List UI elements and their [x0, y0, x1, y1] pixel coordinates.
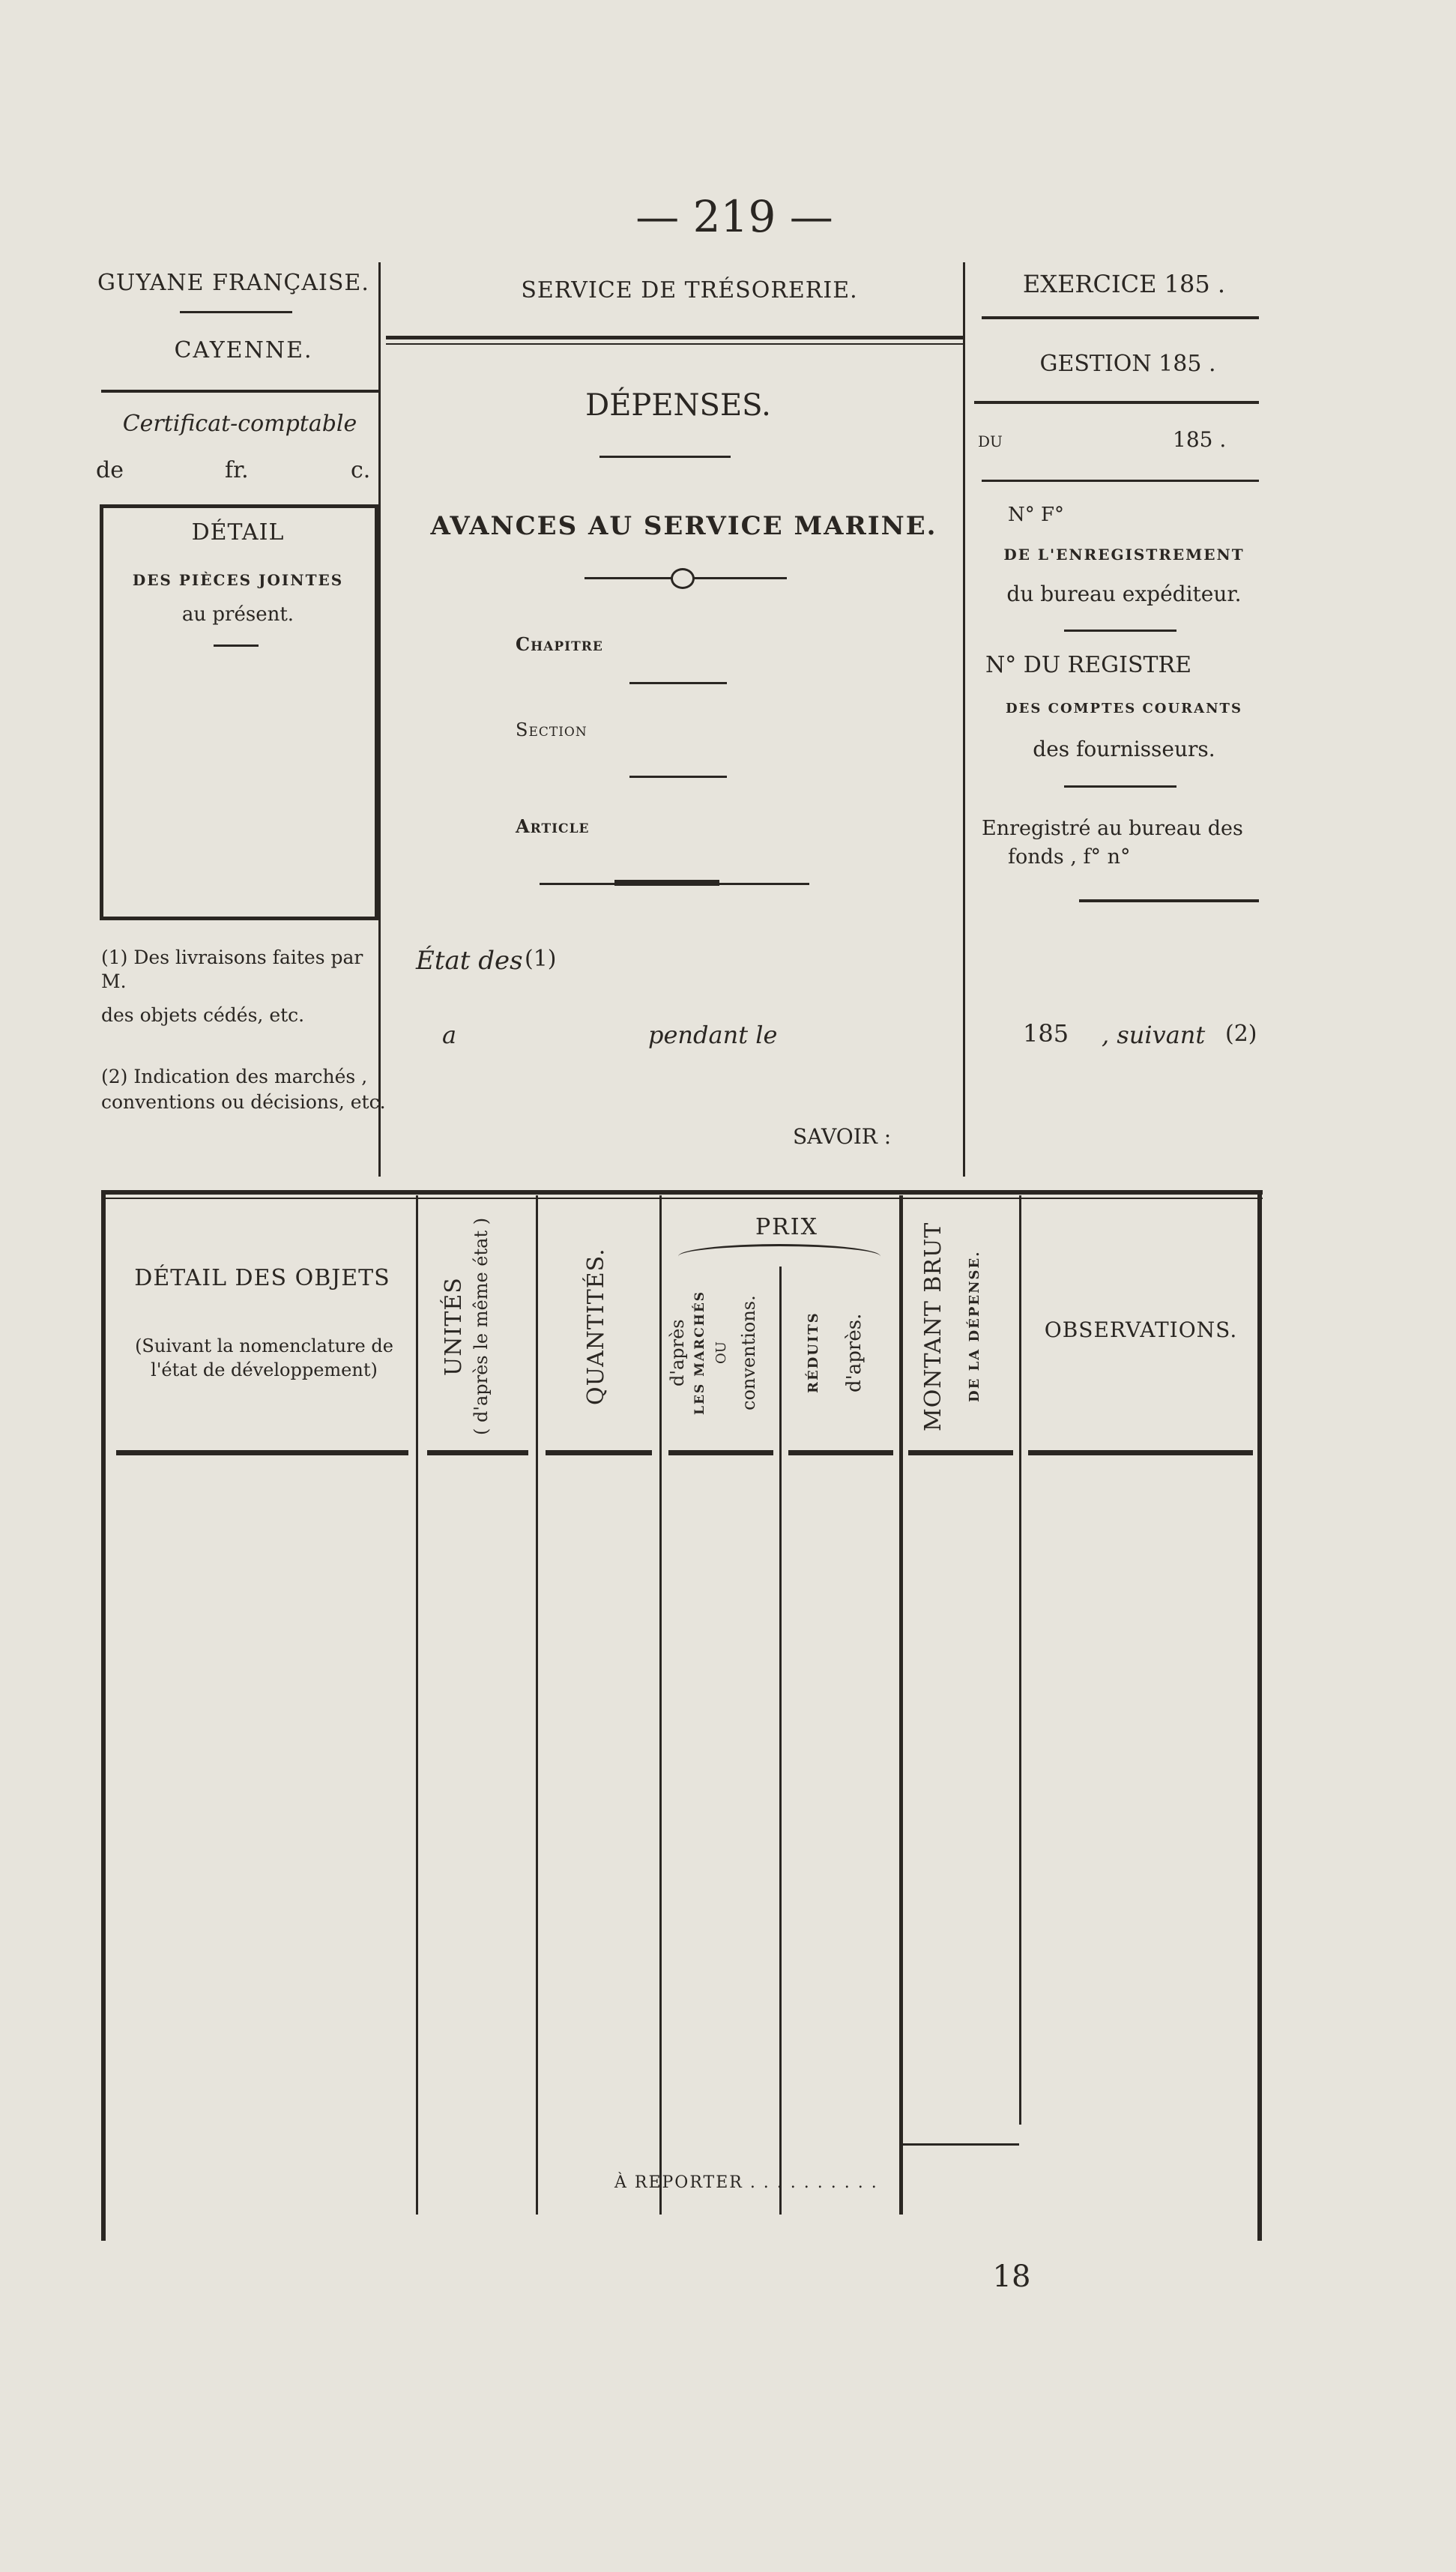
note-1b: des objets cédés, etc.: [101, 1004, 305, 1026]
city-label: CAYENNE.: [174, 337, 313, 363]
no-fo-label: N° F°: [1008, 504, 1065, 526]
etat-suivant: , suivant: [1102, 1021, 1206, 1049]
prix-a4: conventions.: [738, 1295, 759, 1410]
service-label: SERVICE DE TRÉSORERIE.: [521, 277, 858, 304]
c-label: c.: [351, 457, 371, 483]
prix-b2: d'après.: [843, 1313, 866, 1392]
registre-label: N° DU REGISTRE: [985, 652, 1192, 678]
enregistrement-label: DE L'ENREGISTREMENT: [1003, 546, 1245, 564]
bureau-label: du bureau expéditeur.: [1006, 582, 1242, 606]
exercice-label: EXERCICE 185 .: [1022, 270, 1226, 298]
ornament: [671, 568, 695, 589]
fr-label: fr.: [225, 457, 249, 483]
prix-a2: LES MARCHÉS: [692, 1290, 707, 1416]
note-2: (2) Indication des marchés , conventions ou décisions, etc.: [101, 1066, 386, 1113]
etat-pendant: pendant le: [648, 1021, 778, 1049]
etat-a: a: [442, 1021, 457, 1049]
article-label: Article: [516, 815, 590, 837]
depenses-label: DÉPENSES.: [585, 388, 771, 423]
chapitre-label: Chapitre: [516, 633, 603, 655]
col-detail-header: DÉTAIL DES OBJETS: [134, 1265, 390, 1291]
prix-a3: OU: [713, 1341, 729, 1364]
prix-brace: [678, 1244, 880, 1269]
col-observations-header: OBSERVATIONS.: [1044, 1317, 1238, 1342]
certificate-label: Certificat-comptable: [122, 411, 357, 437]
prix-b1: RÉDUITS: [806, 1311, 821, 1394]
colony-label: GUYANE FRANÇAISE.: [97, 270, 369, 296]
col-quantites-header: QUANTITÉS.: [583, 1248, 609, 1405]
footer-number: 18: [992, 2259, 1031, 2294]
du-year: 185 .: [1173, 427, 1227, 452]
col-unites-subheader: ( d'après le même état ): [471, 1217, 492, 1436]
etat-ref2: (2): [1225, 1021, 1257, 1047]
enregistre-line2: fonds , f° n°: [1008, 845, 1131, 869]
detail-line2: au présent.: [181, 603, 294, 626]
note-1: (1) Des livraisons faites par M.: [101, 947, 363, 992]
col-detail-subheader: (Suivant la nomenclature de l'état de développement): [135, 1335, 393, 1380]
savoir-label: SAVOIR :: [793, 1124, 892, 1149]
detail-title: DÉTAIL: [191, 519, 285, 546]
fournisseurs-label: des fournisseurs.: [1033, 737, 1215, 761]
col-montant-subheader: DE LA DÉPENSE.: [967, 1250, 982, 1403]
etat-label: État des: [416, 946, 523, 976]
prix-a1: d'après: [667, 1319, 688, 1386]
gestion-label: GESTION 185 .: [1039, 351, 1216, 377]
etat-year: 185: [1023, 1019, 1069, 1048]
prix-header: PRIX: [755, 1214, 818, 1240]
page-number: — 219 —: [635, 191, 833, 242]
enregistre-line1: Enregistré au bureau des: [982, 817, 1243, 840]
section-label: Section: [516, 719, 587, 740]
col-montant-header: MONTANT BRUT: [920, 1222, 946, 1431]
detail-line1: DES PIÈCES JOINTES: [132, 571, 344, 589]
a-reporter-label: À REPORTER . . . . . . . . . .: [614, 2173, 878, 2192]
etat-ref1: (1): [525, 946, 557, 972]
de-label: de: [96, 457, 124, 483]
center-title: AVANCES AU SERVICE MARINE.: [430, 511, 937, 541]
col-unites-header: UNITÉS: [441, 1277, 467, 1376]
du-label: DU: [978, 432, 1003, 450]
detail-box: [100, 504, 378, 920]
comptes-label: DES COMPTES COURANTS: [1006, 701, 1242, 716]
